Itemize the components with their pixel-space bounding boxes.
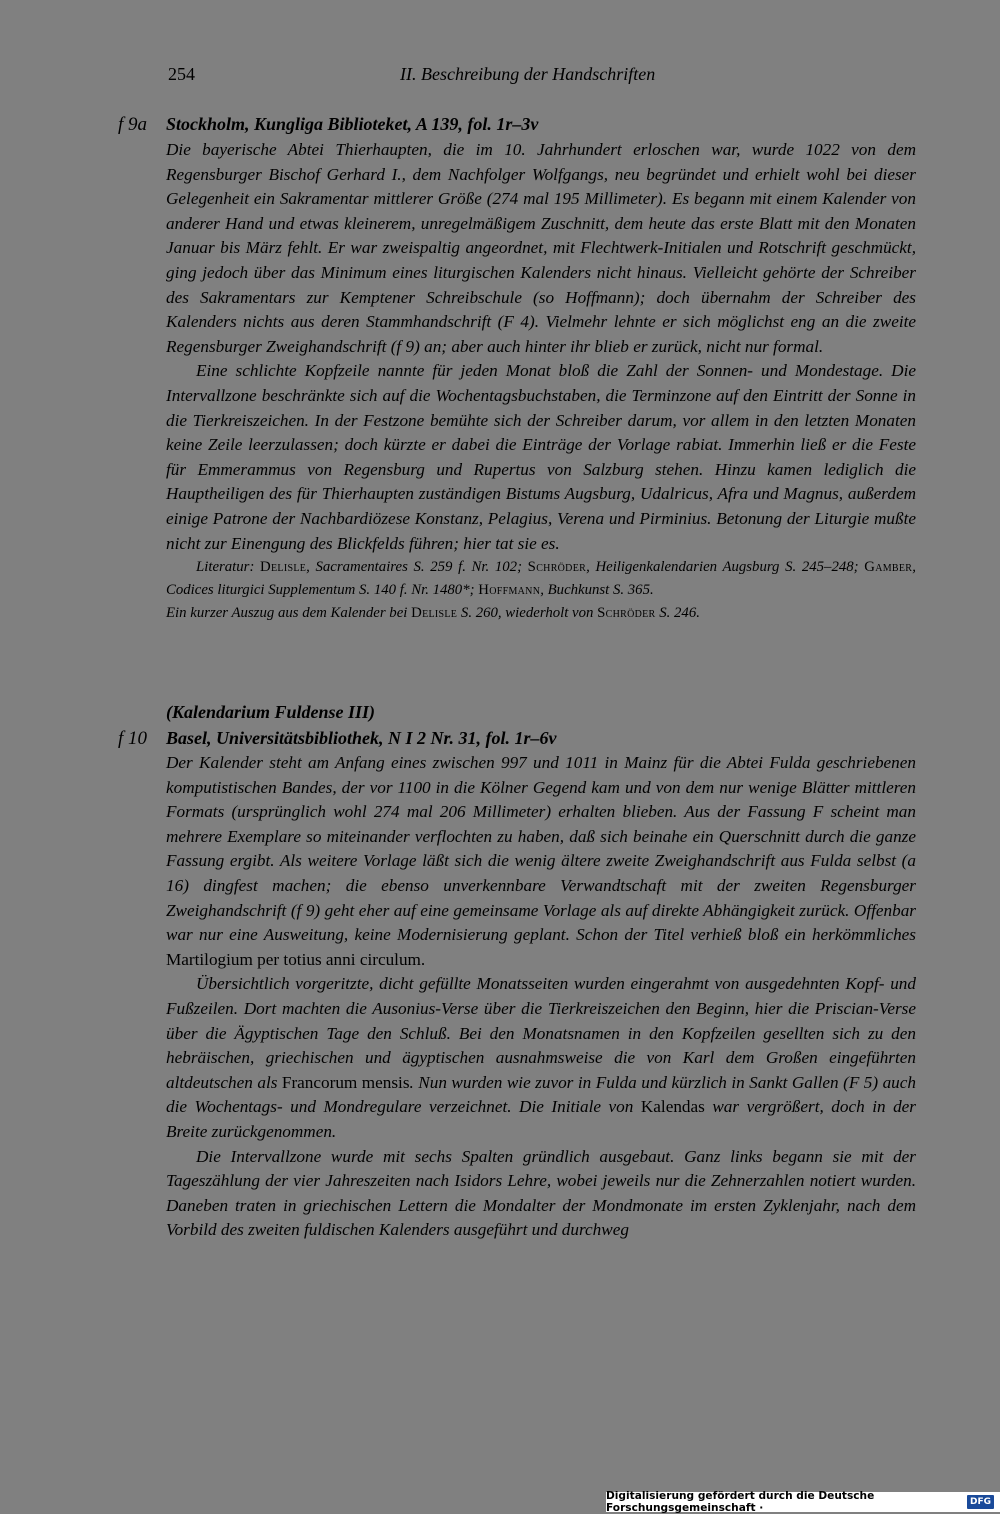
literature-label: Literatur: — [196, 559, 255, 576]
author: Schröder — [597, 605, 656, 622]
literature-note — [166, 556, 916, 602]
paragraph — [166, 972, 916, 1144]
latin-quote: Martilogium per totius anni circulum. — [166, 949, 426, 969]
citation: , Codices liturgici Supplementum S. 140 f. Nr. 1480*; — [166, 559, 916, 599]
page-header — [168, 64, 916, 92]
citation: , Heiligenkalendarien Augsburg S. 245–248; — [586, 559, 865, 576]
paragraph: Die bayerische Abtei Thierhaupten, die im 10. Jahrhundert erloschen war, wurde 1022 von dem Regensburger Bischof Gerhard I., dem Nachfolger Wolfgangs, neu begründet und erhielt wohl bei dieser Gelegenheit ein Sakramentar mittlerer Größe (274 mal 195 Millimeter). Es begann mit einem Kalender von anderer Hand und etwas kleinerem, unregelmäßigem Zuschnitt, dem heute das erste Blatt mit den Monaten Januar bis März fehlt. Er war zweispaltig angeordnet, mit Flechtwerk-Initialen und Rotschrift geschmückt, ging jedoch über das Minimum eines liturgischen Kalenders nicht hinaus. Vielleicht gehörte der Schreiber des Sakramentars zur Kemptener Schreibschule (so Hoffmann); doch übernahm der Schreiber des Kalenders nichts aus deren Stammhandschrift (F 4). Vielmehr lehnte er sich möglichst eng an die zweite Regensburger Zweighandschrift (f 9) an; aber auch hinter ihr blieb er zurück, nicht nur formal. — [166, 140, 916, 356]
literature-note — [166, 602, 916, 625]
author: Hoffmann — [478, 582, 541, 599]
paragraph: Eine schlichte Kopfzeile nannte für jeden Monat bloß die Zahl der Sonnen- und Mondestage. Die Intervallzone beschränkte sich auf die Wochentagsbuchstaben, die Terminzone auf den Eintritt der Sonne in die Tierkreiszeichen. In der Festzone bemühte sich der Schreiber darum, vor allem in den letzten Monaten keine Zeile leerzulassen; doch kürzte er dabei die Einträge der Vorlage rabiat. Immerhin ließ er die Feste für Emmerammus von Regensburg und Rupertus von Salzburg stehen. Hinzu kamen lediglich die Hauptheiligen des für Thierhaupten zuständigen Bistums Augsburg, Udalricus, Afra und Magnus, außerdem einige Patrone der Nachbardiözese Konstanz, Pelagius, Verena und Pirminius. Betonung der Liturgie mußte nicht zur Einengung des Blickfelds führen; hier tat sie es. — [166, 361, 916, 553]
citation: S. 260, wiederholt von — [457, 605, 598, 622]
footer-text: Digitalisierung gefördert durch die Deutsche Forschungsgemeinschaft · — [606, 1490, 875, 1514]
author: Delisle — [260, 559, 307, 576]
latin-quote: Francorum mensis — [281, 1072, 410, 1092]
citation: , Buchkunst S. 365. — [540, 582, 654, 599]
citation: S. 246. — [655, 605, 700, 622]
dfg-logo: DFG — [967, 1495, 994, 1509]
paragraph-text: war vergrößert, doch in der Breite zurückgenommen. — [166, 1097, 916, 1141]
running-head: II. Beschreibung der Handschriften — [400, 64, 656, 84]
entry-title: Basel, Universitätsbibliothek, N I 2 Nr. 31, fol. 1r–6v — [166, 728, 557, 748]
paragraph: Die Intervallzone wurde mit sechs Spalten gründlich ausgebaut. Ganz links begann sie mit der Tageszählung der vier Jahreszeiten nach Isidors Lehre, wobei jeweils nur die Zehnerzahlen notiert wurden. Daneben traten in griechischen Lettern die Mondalter der Mondmonate im ersten Zyklenjahr, nach dem Vorbild des zweiten fuldischen Kalenders ausgeführt und durchweg — [166, 1146, 916, 1240]
entry-body — [166, 138, 916, 625]
citation: Ein kurzer Auszug aus dem Kalender bei — [166, 605, 412, 622]
paragraph — [166, 751, 916, 972]
entry-title: Stockholm, Kungliga Biblioteket, A 139, fol. 1r–3v — [166, 114, 539, 134]
paragraph-text: Übersichtlich vorgeritzte, dicht gefüllte Monatsseiten wurden eingerahmt von ausgedehnten Kopf- und Fußzeilen. Dort machten die Ausonius-Verse über die Tierkreiszeichen den Beginn, hier die Priscian-Verse über die Ägyptischen Tage den Schluß. Bei den Monatsnamen in den Kopfzeilen gesellten sich zu den hebräischen, griechischen und ägyptischen ausnahmsweise die von Karl dem Großen eingeführten altdeutschen als — [166, 974, 916, 1092]
entry-heading: (Kalendarium Fuldense III) — [166, 702, 376, 722]
latin-quote: Kalendas — [640, 1097, 705, 1117]
entry-siglum: f 9a — [118, 114, 148, 135]
entry-siglum: f 10 — [118, 728, 148, 749]
author: Gamber — [864, 559, 913, 576]
digitization-footer — [606, 1492, 1000, 1512]
page-number: 254 — [168, 64, 195, 84]
author: Schröder — [527, 559, 587, 576]
paragraph-text: . Nun wurden wie zuvor in Fulda und kürzlich in Sankt Gallen (F 5) auch die Wochentags- und Mondregulare verzeichnet. Die Initiale von — [166, 1072, 916, 1117]
paragraph-text: Der Kalender steht am Anfang eines zwischen 997 und 1011 in Mainz für die Abtei Fulda geschriebenen komputistischen Bandes, der vor 1100 in die Kölner Gegend kam und von dem nur wenige Blätter mittleren Formats (ursprünglich wohl 274 mal 206 Millimeter) erhalten blieben. Aus der Fassung F scheint man mehrere Exemplare so miteinander verflochten zu haben, daß sich beinahe ein Querschnitt durch die ganze Fassung ergibt. Als weitere Vorlage läßt sich die wenig ältere zweite Zweighandschrift aus Fulda selbst (a 16) dingfest machen; die ebenso unverkennbare Verwandtschaft mit der zweiten Regensburger Zweighandschrift (f 9) geht eher auf eine gemeinsame Vorlage als auf direkte Abhängigkeit zurück. Offenbar war nur eine Ausweitung, keine Modernisierung geplant. Schon der Titel verhieß bloß ein herkömmliches — [166, 753, 916, 945]
entry-body — [166, 751, 916, 1243]
citation: , Sacramentaires S. 259 f. Nr. 102; — [306, 559, 528, 576]
author: Delisle — [411, 605, 458, 622]
